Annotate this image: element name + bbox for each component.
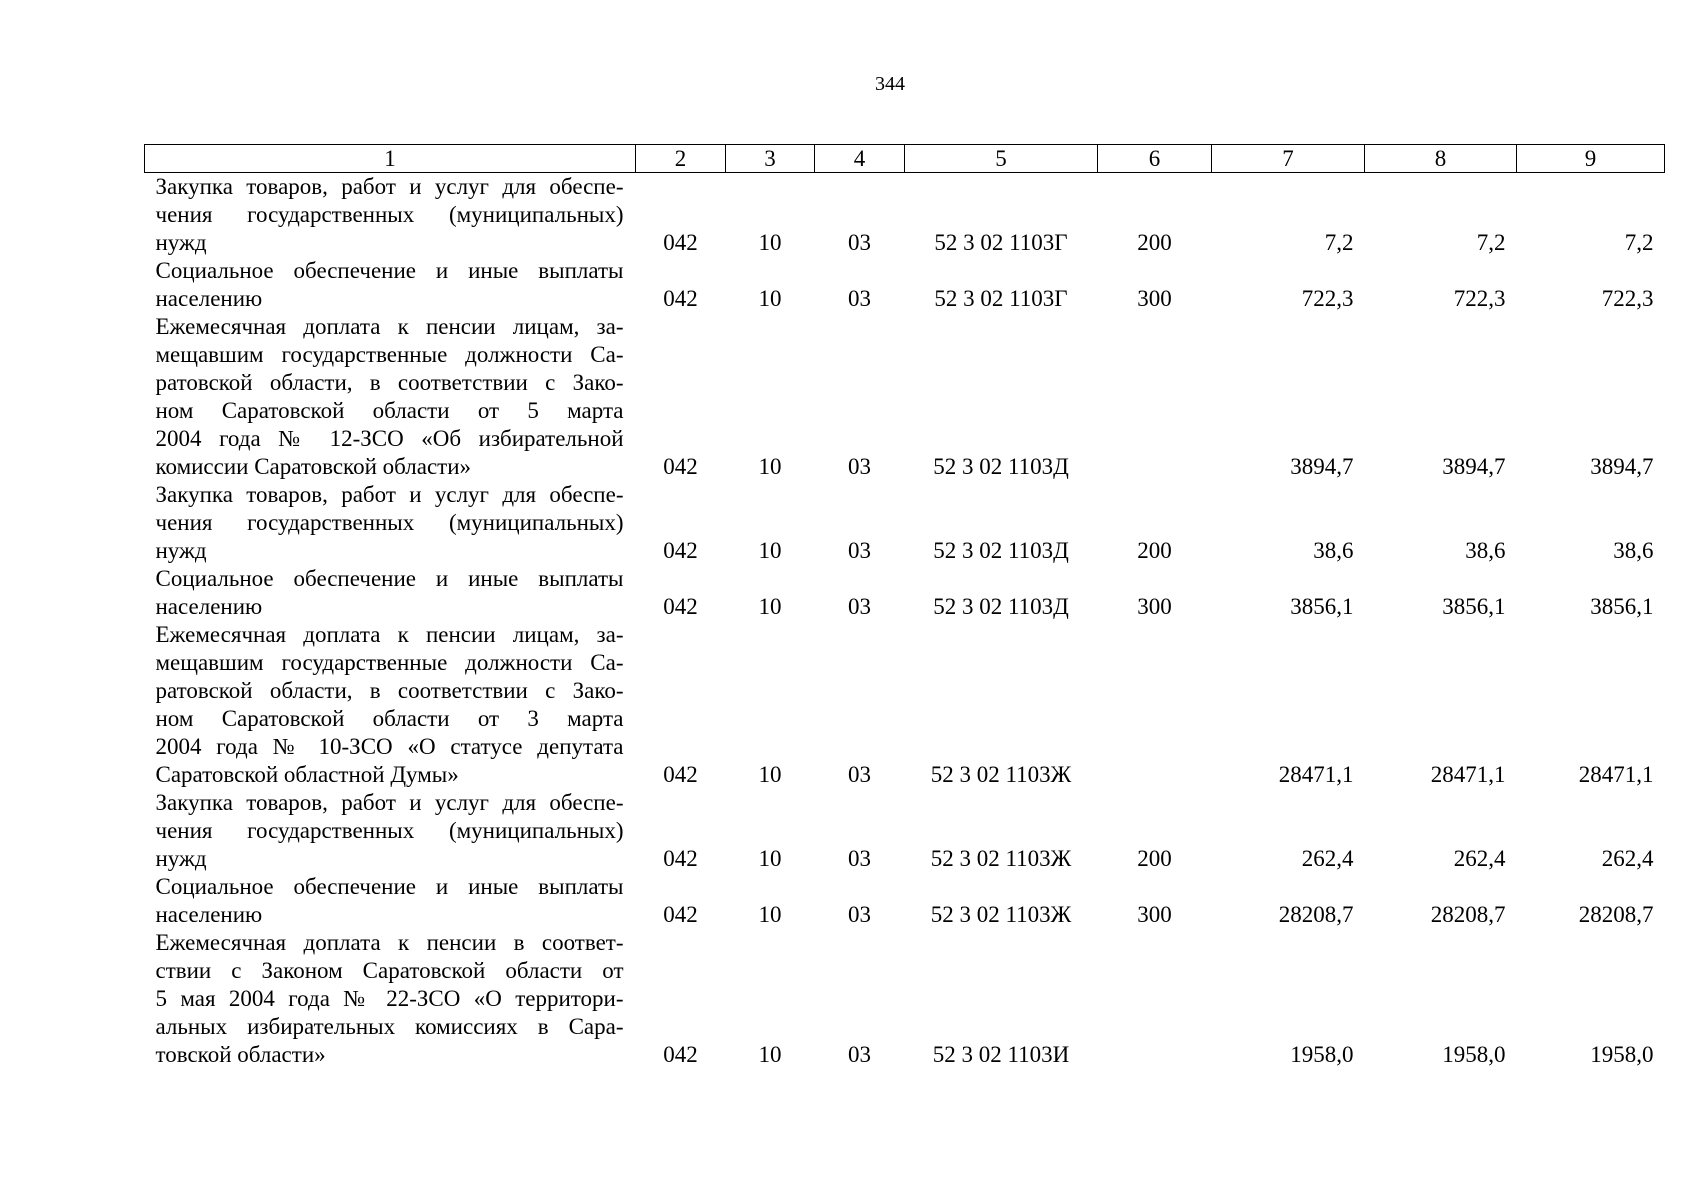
description-line: альных избирательных комиссиях в Сара- [155,1014,624,1039]
amount-col-8: 3856,1 [1442,594,1506,619]
expense-type-code: 300 [1137,902,1172,927]
amount-col-8: 262,4 [1453,846,1506,871]
row-description [145,789,636,873]
row-description [145,173,636,258]
page-number: 344 [875,73,905,95]
description-line: чения государственных (муниципальных) [155,510,624,535]
subsection-code: 03 [848,846,871,871]
expense-type-code [1098,929,1212,1069]
column-header-9: 9 [1517,145,1665,173]
description-line: Саратовской областной Думы» [155,762,459,787]
chapter-code: 042 [663,230,698,255]
subsection-code: 03 [848,454,871,479]
amount-col-9: 3856,1 [1590,594,1654,619]
section-code: 10 [758,1042,782,1067]
description-line: мещавшим государственные должности Са- [155,342,624,367]
expense-type-code: 200 [1137,846,1172,871]
description-line: Закупка товаров, работ и услуг для обеспе- [155,174,624,199]
description-line: ствии с Законом Саратовской области от [155,958,624,983]
description-line: Социальное обеспечение и иные выплаты [155,258,624,283]
table-row [145,481,1665,565]
table-row [145,621,1665,789]
amount-col-7: 3856,1 [1290,594,1354,619]
subsection-code: 03 [848,902,871,927]
target-article-code: 52 3 02 1103Г [934,286,1068,311]
description-line: ратовской области, в соответствии с Зако- [155,370,624,395]
expense-type-code: 200 [1137,230,1172,255]
description-line: Закупка товаров, работ и услуг для обеспе- [155,790,624,815]
description-line: ном Саратовской области от 3 марта [155,706,624,731]
amount-col-8: 3894,7 [1442,454,1506,479]
description-line: населению [155,594,263,619]
expense-type-code: 200 [1137,538,1172,563]
amount-col-9: 722,3 [1601,286,1654,311]
target-article-code: 52 3 02 1103И [932,1042,1070,1067]
table-row [145,173,1665,258]
description-line: 2004 года № 12-ЗСО «Об избирательной [155,426,624,451]
table-row [145,257,1665,313]
target-article-code: 52 3 02 1103Ж [930,846,1072,871]
row-description [145,873,636,929]
table-body [145,173,1665,1070]
row-description [145,257,636,313]
target-article-code: 52 3 02 1103Г [934,230,1068,255]
amount-col-9: 262,4 [1601,846,1654,871]
amount-col-8: 7,2 [1476,230,1506,255]
chapter-code: 042 [663,538,698,563]
description-line: населению [155,902,263,927]
amount-col-9: 38,6 [1613,538,1654,563]
target-article-code: 52 3 02 1103Д [933,454,1069,479]
section-code: 10 [758,538,782,563]
amount-col-7: 3894,7 [1290,454,1354,479]
table-row [145,873,1665,929]
amount-col-8: 28208,7 [1430,902,1506,927]
column-header-5: 5 [905,145,1098,173]
section-code: 10 [758,594,782,619]
amount-col-7: 1958,0 [1290,1042,1354,1067]
amount-col-9: 1958,0 [1590,1042,1654,1067]
column-header-7: 7 [1212,145,1365,173]
section-code: 10 [758,902,782,927]
section-code: 10 [758,286,782,311]
column-header-6: 6 [1098,145,1212,173]
budget-table [144,144,1665,1069]
chapter-code: 042 [663,846,698,871]
subsection-code: 03 [848,594,871,619]
column-header-2: 2 [636,145,726,173]
description-line: Ежемесячная доплата к пенсии лицам, за- [155,314,624,339]
description-line: ном Саратовской области от 5 марта [155,398,624,423]
description-line: Ежемесячная доплата к пенсии в соответ- [155,930,624,955]
description-line: ратовской области, в соответствии с Зако- [155,678,624,703]
subsection-code: 03 [848,286,871,311]
column-header-4: 4 [815,145,905,173]
amount-col-9: 3894,7 [1590,454,1654,479]
expense-type-code [1098,621,1212,789]
chapter-code: 042 [663,594,698,619]
description-line: 5 мая 2004 года № 22-ЗСО «О территори- [155,986,624,1011]
amount-col-7: 38,6 [1313,538,1354,563]
expense-type-code: 300 [1137,286,1172,311]
amount-col-7: 28471,1 [1278,762,1354,787]
row-description [145,481,636,565]
target-article-code: 52 3 02 1103Ж [930,762,1072,787]
amount-col-8: 38,6 [1465,538,1506,563]
row-description [145,929,636,1069]
table-row [145,565,1665,621]
amount-col-9: 7,2 [1624,230,1654,255]
amount-col-7: 722,3 [1301,286,1354,311]
row-description [145,313,636,481]
table-row [145,789,1665,873]
subsection-code: 03 [848,762,871,787]
description-line: Социальное обеспечение и иные выплаты [155,566,624,591]
amount-col-7: 262,4 [1301,846,1354,871]
amount-col-8: 722,3 [1453,286,1506,311]
target-article-code: 52 3 02 1103Д [933,594,1069,619]
amount-col-9: 28471,1 [1578,762,1654,787]
section-code: 10 [758,230,782,255]
subsection-code: 03 [848,538,871,563]
amount-col-8: 1958,0 [1442,1042,1506,1067]
chapter-code: 042 [663,902,698,927]
description-line: нужд [155,230,207,255]
column-header-1: 1 [145,145,636,173]
row-description [145,621,636,789]
description-line: нужд [155,846,207,871]
amount-col-9: 28208,7 [1578,902,1654,927]
chapter-code: 042 [663,454,698,479]
expense-type-code [1098,313,1212,481]
table-row [145,929,1665,1069]
expense-type-code: 300 [1137,594,1172,619]
description-line: мещавшим государственные должности Са- [155,650,624,675]
column-header-8: 8 [1365,145,1517,173]
column-number-header-row [145,145,1665,173]
chapter-code: 042 [663,762,698,787]
section-code: 10 [758,762,782,787]
target-article-code: 52 3 02 1103Ж [930,902,1072,927]
amount-col-7: 28208,7 [1278,902,1354,927]
description-line: нужд [155,538,207,563]
description-line: чения государственных (муниципальных) [155,818,624,843]
description-line: Социальное обеспечение и иные выплаты [155,874,624,899]
amount-col-8: 28471,1 [1430,762,1506,787]
chapter-code: 042 [663,1042,698,1067]
amount-col-7: 7,2 [1324,230,1354,255]
description-line: чения государственных (муниципальных) [155,202,624,227]
target-article-code: 52 3 02 1103Д [933,538,1069,563]
subsection-code: 03 [848,230,871,255]
description-line: 2004 года № 10-ЗСО «О статусе депутата [155,734,624,759]
column-header-3: 3 [726,145,815,173]
row-description [145,565,636,621]
table-row [145,313,1665,481]
section-code: 10 [758,454,782,479]
description-line: Ежемесячная доплата к пенсии лицам, за- [155,622,624,647]
description-line: комиссии Саратовской области» [155,454,472,479]
subsection-code: 03 [848,1042,871,1067]
description-line: населению [155,286,263,311]
description-line: Закупка товаров, работ и услуг для обеспе- [155,482,624,507]
description-line: товской области» [155,1042,326,1067]
section-code: 10 [758,846,782,871]
chapter-code: 042 [663,286,698,311]
